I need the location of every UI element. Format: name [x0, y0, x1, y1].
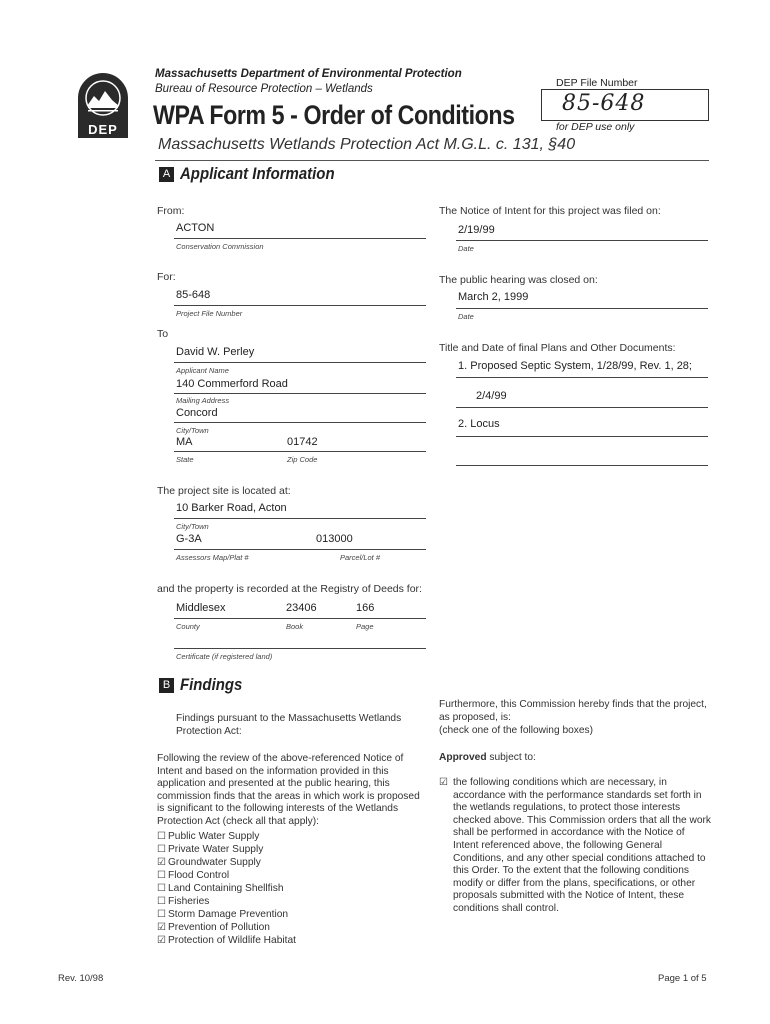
hearing-date-caption: Date — [458, 312, 474, 321]
revision-label: Rev. 10/98 — [58, 973, 104, 984]
interest-item[interactable]: ☑ Prevention of Pollution — [157, 922, 270, 933]
form-title: WPA Form 5 - Order of Conditions — [153, 100, 515, 130]
book-value[interactable]: 23406 — [286, 602, 317, 614]
zip-caption: Zip Code — [287, 455, 318, 464]
plan-1-continued[interactable]: 2/4/99 — [476, 390, 507, 402]
dep-file-label: DEP File Number — [556, 77, 638, 89]
logo-text: DEP — [88, 122, 118, 137]
checkbox-icon[interactable]: ☑ — [157, 922, 167, 933]
interest-item[interactable]: ☐ Fisheries — [157, 896, 210, 907]
approved-label: Approved — [439, 752, 487, 763]
act-citation: Massachusetts Wetlands Protection Act M.G.L. c. 131, §40 — [158, 136, 576, 153]
parcel-value[interactable]: 013000 — [316, 533, 353, 545]
site-value[interactable]: 10 Barker Road, Acton — [176, 502, 287, 514]
plans-label: Title and Date of final Plans and Other Documents: — [439, 342, 676, 354]
checkbox-icon[interactable]: ☐ — [157, 870, 167, 881]
checkbox-icon[interactable]: ☐ — [157, 896, 167, 907]
page-value[interactable]: 166 — [356, 602, 375, 614]
department-name: Massachusetts Department of Environmental Protection — [155, 68, 462, 80]
plan-1-cont-line — [456, 407, 708, 408]
interest-item[interactable]: ☐ Private Water Supply — [157, 844, 264, 855]
interest-item[interactable]: ☐ Land Containing Shellfish — [157, 883, 284, 894]
mailing-address-caption: Mailing Address — [176, 396, 230, 405]
parcel-caption: Parcel/Lot # — [340, 553, 381, 562]
bureau-name: Bureau of Resource Protection – Wetlands — [155, 83, 373, 95]
registry-line — [174, 618, 426, 619]
noi-date-line — [456, 240, 708, 241]
from-label: From: — [157, 205, 185, 217]
noi-date-caption: Date — [458, 244, 474, 253]
plan-2-line — [456, 436, 708, 437]
interest-item[interactable]: ☑ Groundwater Supply — [157, 857, 261, 868]
city-caption: City/Town — [176, 426, 209, 435]
header-divider — [155, 160, 709, 161]
for-caption: Project File Number — [176, 309, 243, 318]
page-number: Page 1 of 5 — [658, 973, 707, 984]
section-b-title: Findings — [180, 675, 243, 694]
plan-2-value[interactable]: 2. Locus — [458, 418, 500, 430]
plan-3-line — [456, 465, 708, 466]
plan-1-value[interactable]: 1. Proposed Septic System, 1/28/99, Rev. 1, 28; — [458, 360, 692, 372]
site-line — [174, 518, 426, 519]
interests-list — [157, 830, 427, 947]
zip-value[interactable]: 01742 — [287, 436, 318, 448]
for-value[interactable]: 85-648 — [176, 289, 211, 301]
certificate-caption: Certificate (if registered land) — [176, 652, 273, 661]
section-a-title: Applicant Information — [180, 164, 335, 183]
map-parcel-line — [174, 549, 426, 550]
approved-checkbox-icon[interactable]: ☑ — [439, 777, 449, 788]
page-caption: Page — [356, 622, 374, 631]
site-label: The project site is located at: — [157, 485, 291, 497]
interest-item[interactable]: ☑ Protection of Wildlife Habitat — [157, 935, 296, 946]
conditions-paragraph: the following conditions which are necessary, in accordance with the performance standards set forth in the wetlands regulations, to protect those interests checked above. This Commission orders that all the work shall be performed in accordance with the Notice of Intent referenced above, the following General Conditions, and any other special conditions attached to this Order. To the extent that the following conditions modify or differ from the plans, specifications, or other proposals submitted with the Notice of Intent, these conditions shall control. — [453, 777, 712, 914]
dep-use-note: for DEP use only — [556, 121, 635, 133]
further-paragraph: Furthermore, this Commission hereby finds that the project, as proposed, is: — [439, 699, 707, 723]
hearing-label: The public hearing was closed on: — [439, 274, 598, 286]
mailing-address-line — [174, 393, 426, 394]
noi-label: The Notice of Intent for this project was filed on: — [439, 205, 661, 217]
from-line — [174, 238, 426, 239]
hearing-date-line — [456, 308, 708, 309]
approved-line: Approved subject to: — [439, 752, 536, 763]
interest-item[interactable]: ☐ Flood Control — [157, 870, 230, 881]
check-one-note: (check one of the following boxes) — [439, 725, 594, 736]
interest-item[interactable]: ☐ Public Water Supply — [157, 831, 260, 842]
for-label: For: — [157, 271, 176, 283]
state-caption: State — [176, 455, 194, 464]
checkbox-icon[interactable]: ☐ — [157, 844, 167, 855]
dep-logo — [72, 64, 134, 142]
dep-file-value: 85-648 — [562, 91, 646, 116]
interest-item[interactable]: ☐ Storm Damage Prevention — [157, 909, 289, 920]
city-line — [174, 422, 426, 423]
county-caption: County — [176, 622, 200, 631]
section-b-badge: B — [159, 678, 174, 693]
checkbox-icon[interactable]: ☐ — [157, 909, 167, 920]
section-a-badge: A — [159, 167, 174, 182]
plan-1-line — [456, 377, 708, 378]
registry-label: and the property is recorded at the Registry of Deeds for: — [157, 583, 422, 595]
applicant-name-caption: Applicant Name — [176, 366, 229, 375]
city-value[interactable]: Concord — [176, 407, 218, 419]
review-paragraph: Following the review of the above-referenced Notice of Intent and based on the information provided in this application and presented at the public hearing, this commission finds that the areas in which work is proposed is significant to the following interests of the Wetlands Protection Act (check all that apply): — [157, 753, 420, 827]
checkbox-icon[interactable]: ☐ — [157, 883, 167, 894]
noi-date-value[interactable]: 2/19/99 — [458, 224, 495, 236]
certificate-line[interactable] — [174, 648, 426, 649]
state-value[interactable]: MA — [176, 436, 193, 448]
applicant-name-line — [174, 362, 426, 363]
map-caption: Assessors Map/Plat # — [176, 553, 249, 562]
applicant-name-value[interactable]: David W. Perley — [176, 346, 255, 358]
county-value[interactable]: Middlesex — [176, 602, 226, 614]
checkbox-icon[interactable]: ☐ — [157, 831, 167, 842]
for-line — [174, 305, 426, 306]
to-label: To — [157, 328, 169, 340]
site-caption: City/Town — [176, 522, 209, 531]
map-value[interactable]: G-3A — [176, 533, 202, 545]
mailing-address-value[interactable]: 140 Commerford Road — [176, 378, 288, 390]
from-caption: Conservation Commission — [176, 242, 264, 251]
state-zip-line — [174, 451, 426, 452]
hearing-date-value[interactable]: March 2, 1999 — [458, 291, 529, 303]
from-value[interactable]: ACTON — [176, 222, 215, 234]
checkbox-icon[interactable]: ☑ — [157, 935, 167, 946]
checkbox-icon[interactable]: ☑ — [157, 857, 167, 868]
book-caption: Book — [286, 622, 304, 631]
findings-intro: Findings pursuant to the Massachusetts Wetlands Protection Act: — [176, 713, 402, 737]
